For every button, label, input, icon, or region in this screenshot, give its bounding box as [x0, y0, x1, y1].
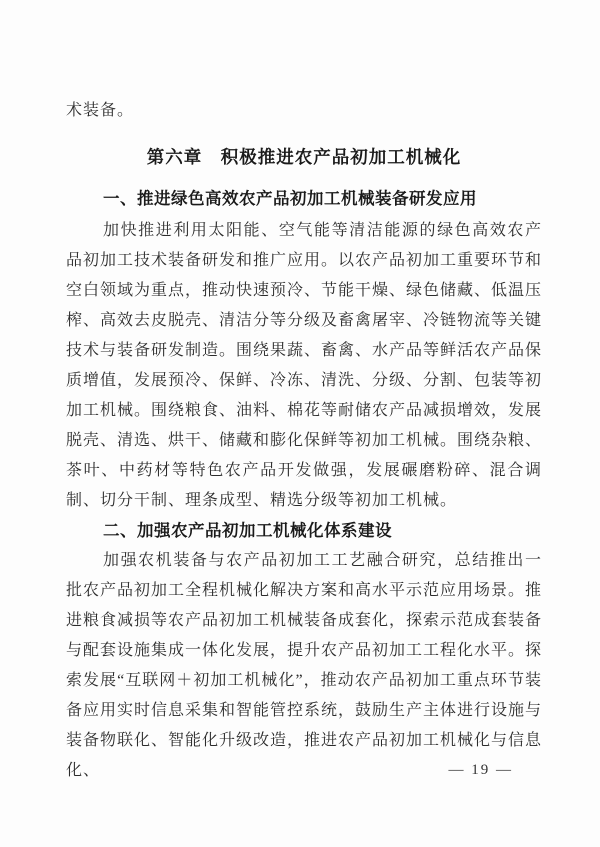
section-1-heading: 一、推进绿色高效农产品初加工机械装备研发应用: [103, 190, 477, 208]
page-number: — 19 —: [448, 762, 513, 778]
section-2-paragraph: 加强农机装备与农产品初加工工艺融合研究，总结推出一批农产品初加工全程机械化解决方案和高水平示范应用场景。推进粮食减损等农产品初加工机械装备成套化，探索示范成套装备与配套设施集成一体化发展，提升农产品初加工工程化水平。探索发展“互联网＋初加工机械化”，推动农产品初加工重点环节装备应用实时信息采集和智能管控系统，鼓励生产主体进行设施与装备物联化、智能化升级改造，推进农产品初加工机械化与信息化、: [66, 552, 543, 779]
continued-paragraph-text: 术装备。: [66, 102, 135, 119]
chapter-heading: 第六章 积极推进农产品初加工机械化: [146, 147, 462, 167]
section-2-heading: 二、加强农产品初加工机械化体系建设: [103, 522, 392, 540]
page-content: [66, 96, 542, 786]
section-1-paragraph: 加快推进利用太阳能、空气能等清洁能源的绿色高效农产品初加工技术装备研发和推广应用。以农产品初加工重要环节和空白领域为重点，推动快速预冷、节能干燥、绿色储藏、低温压榨、高效去皮脱壳、清洁分等分级及畜禽屠宰、冷链物流等关键技术与装备研发制造。围绕果蔬、畜禽、水产品等鲜活农产品保质增值，发展预冷、保鲜、冷冻、清洗、分级、分割、包装等初加工机械。围绕粮食、油料、棉花等耐储农产品减损增效，发展脱壳、清选、烘干、储藏和膨化保鲜等初加工机械。围绕杂粮、茶叶、中药材等特色农产品开发做强，发展碾磨粉碎、混合调制、切分干制、理条成型、精选分级等初加工机械。: [66, 222, 543, 509]
